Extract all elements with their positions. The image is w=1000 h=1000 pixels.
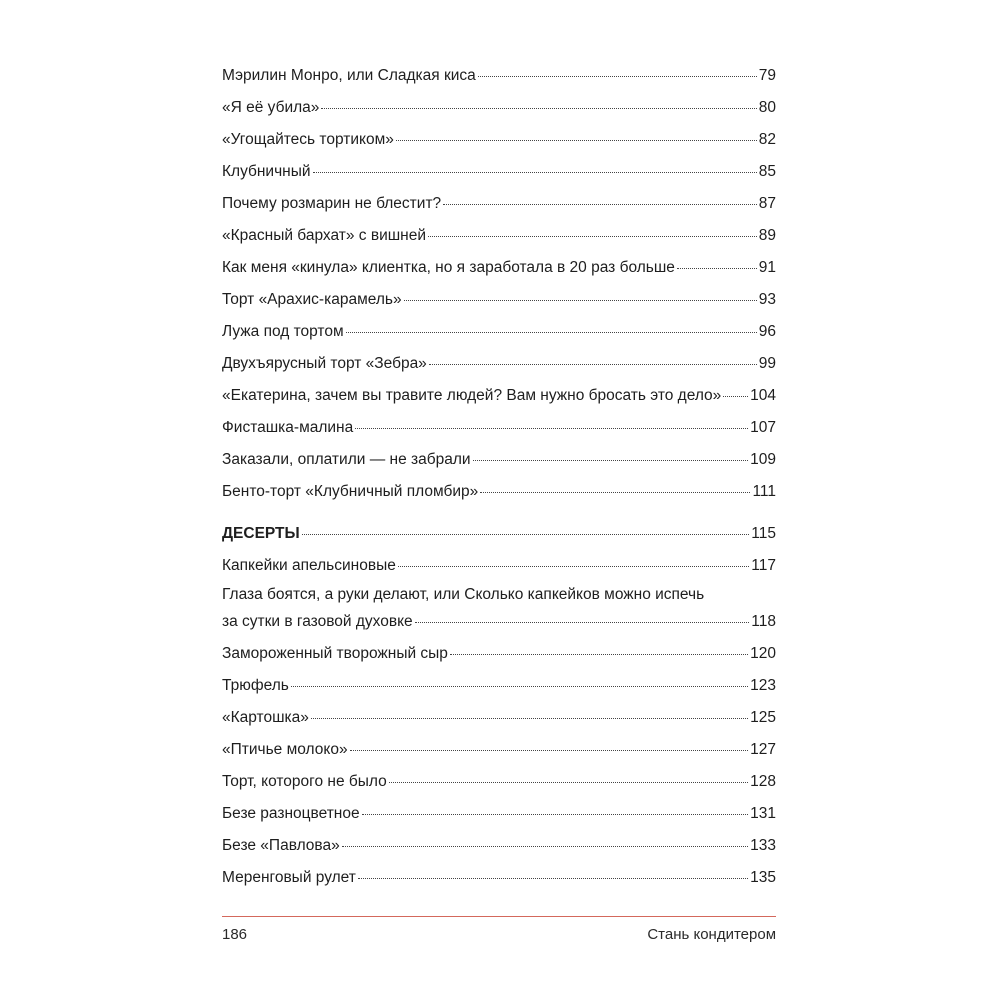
toc-entry <box>222 92 776 124</box>
toc-entry <box>222 638 776 670</box>
toc-entry-title: Лужа под тортом <box>222 323 344 340</box>
toc-entry-page: 118 <box>751 613 776 630</box>
toc-entry-title: Бенто-торт «Клубничный пломбир» <box>222 483 479 500</box>
dot-leader <box>291 686 748 687</box>
toc-entry-page: 117 <box>751 557 776 574</box>
toc-entry-page: 127 <box>750 741 776 758</box>
toc-entry-page: 128 <box>750 773 776 790</box>
dot-leader <box>480 492 750 493</box>
dot-leader <box>311 718 748 719</box>
toc-entry <box>222 830 776 862</box>
toc-entry <box>222 220 776 252</box>
toc-entry <box>222 252 776 284</box>
toc-entry <box>222 284 776 316</box>
toc-entry-page: 85 <box>758 163 776 180</box>
toc-entry <box>222 550 776 582</box>
dot-leader <box>443 204 757 205</box>
toc-entry-page: 91 <box>758 259 776 276</box>
toc-entry-title: Торт «Арахис-карамель» <box>222 291 402 308</box>
dot-leader <box>723 396 748 397</box>
toc-entry-title: Мэрилин Монро, или Сладкая киса <box>222 67 476 84</box>
toc-entry-title: Трюфель <box>222 677 289 694</box>
toc-entry-page: 89 <box>758 227 776 244</box>
toc-entry <box>222 412 776 444</box>
toc-entry <box>222 862 776 894</box>
dot-leader <box>313 172 757 173</box>
toc-entry-title: «Птичье молоко» <box>222 741 348 758</box>
toc-entry <box>222 60 776 92</box>
toc-entry-page: 93 <box>758 291 776 308</box>
dot-leader <box>428 236 757 237</box>
toc-entry <box>222 124 776 156</box>
toc-entry-page: 79 <box>758 67 776 84</box>
dot-leader <box>429 364 757 365</box>
toc-entry-title: Капкейки апельсиновые <box>222 557 396 574</box>
toc-entry-title: Безе «Павлова» <box>222 837 340 854</box>
toc-entry-page: 82 <box>758 131 776 148</box>
section-page: 115 <box>751 525 776 542</box>
toc-entry-title-line1: Глаза боятся, а руки делают, или Сколько капкейков можно испечь <box>222 586 705 603</box>
toc-entry-page: 87 <box>758 195 776 212</box>
dot-leader <box>342 846 748 847</box>
toc-entry-second-line <box>222 606 776 638</box>
toc-entry-title: Заказали, оплатили — не забрали <box>222 451 471 468</box>
toc-entry-title: Торт, которого не было <box>222 773 387 790</box>
toc-entry-title: «Угощайтесь тортиком» <box>222 131 394 148</box>
dot-leader <box>398 566 749 567</box>
toc-entry-title: Замороженный творожный сыр <box>222 645 448 662</box>
toc-entry-title: Фисташка-малина <box>222 419 354 436</box>
toc-entry <box>222 444 776 476</box>
toc-entry <box>222 316 776 348</box>
toc-entry <box>222 582 776 638</box>
toc-entry-page: 80 <box>758 99 776 116</box>
footer-divider <box>222 916 776 917</box>
dot-leader <box>404 300 757 301</box>
toc-entry-title-line2: за сутки в газовой духовке <box>222 613 413 630</box>
toc-entry <box>222 188 776 220</box>
toc-entry-page: 99 <box>758 355 776 372</box>
toc-entry-page: 96 <box>758 323 776 340</box>
dot-leader <box>396 140 757 141</box>
dot-leader <box>450 654 748 655</box>
dot-leader <box>473 460 749 461</box>
dot-leader <box>321 108 756 109</box>
toc-entry-page: 133 <box>750 837 776 854</box>
toc-entry-page: 111 <box>752 483 776 500</box>
toc-entry-title: Как меня «кинула» клиентка, но я заработала в 20 раз больше <box>222 259 675 276</box>
toc-section-heading <box>222 518 776 550</box>
toc-entry-page: 107 <box>750 419 776 436</box>
dot-leader <box>415 622 750 623</box>
toc-entry <box>222 734 776 766</box>
toc-entry-title: «Я её убила» <box>222 99 320 116</box>
dot-leader <box>389 782 748 783</box>
toc-entry-title: Безе разноцветное <box>222 805 360 822</box>
toc-entry-page: 123 <box>750 677 776 694</box>
toc-entry <box>222 798 776 830</box>
dot-leader <box>362 814 749 815</box>
dot-leader <box>358 878 748 879</box>
toc-entry <box>222 476 776 508</box>
dot-leader <box>478 76 757 77</box>
toc-entry-title: «Екатерина, зачем вы травите людей? Вам нужно бросать это дело» <box>222 387 722 404</box>
toc-entry <box>222 766 776 798</box>
toc-entry <box>222 702 776 734</box>
toc-entry-page: 120 <box>750 645 776 662</box>
dot-leader <box>355 428 748 429</box>
toc-entry <box>222 156 776 188</box>
table-of-contents <box>222 60 776 894</box>
toc-entry-page: 125 <box>750 709 776 726</box>
toc-entry <box>222 380 776 412</box>
footer-page-number: 186 <box>222 926 248 943</box>
toc-entry-title: Меренговый рулет <box>222 869 356 886</box>
toc-entry-page: 104 <box>750 387 776 404</box>
section-title: ДЕСЕРТЫ <box>222 525 300 542</box>
dot-leader <box>346 332 757 333</box>
toc-entry-title: Почему розмарин не блестит? <box>222 195 442 212</box>
dot-leader <box>302 534 750 535</box>
toc-entry <box>222 670 776 702</box>
toc-entry <box>222 348 776 380</box>
footer-book-title: Стань кондитером <box>647 926 776 943</box>
toc-entry-title: «Картошка» <box>222 709 309 726</box>
toc-entry-page: 109 <box>750 451 776 468</box>
dot-leader <box>350 750 749 751</box>
toc-entry-title: «Красный бархат» с вишней <box>222 227 426 244</box>
toc-entry-title: Двухъярусный торт «Зебра» <box>222 355 427 372</box>
toc-entry-page: 131 <box>750 805 776 822</box>
toc-entry-title: Клубничный <box>222 163 311 180</box>
toc-entry-page: 135 <box>750 869 776 886</box>
dot-leader <box>677 268 757 269</box>
